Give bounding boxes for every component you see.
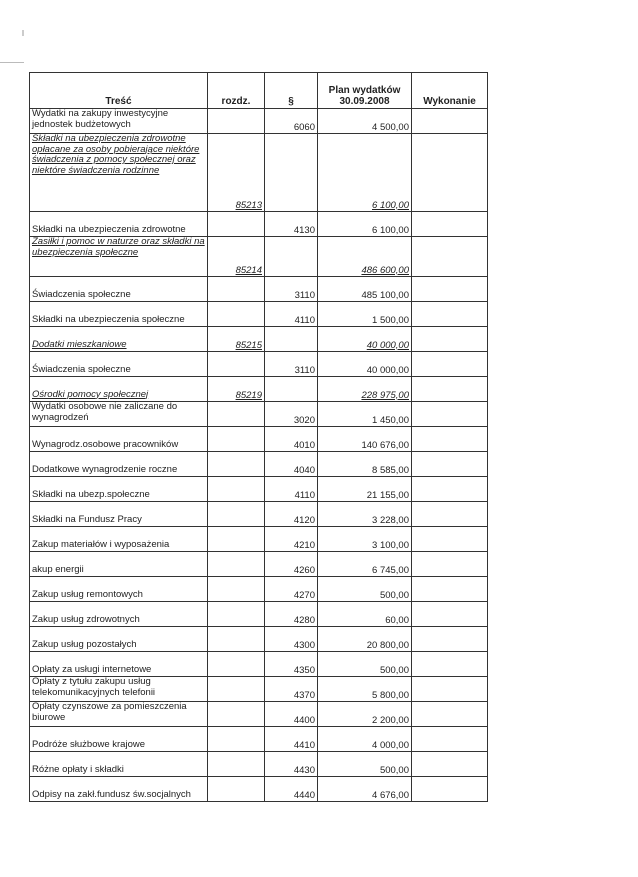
table-row <box>30 552 488 577</box>
cell-plan: 4 000,00 <box>318 727 412 752</box>
cell-paragraf: 4430 <box>265 752 318 777</box>
cell-plan: 3 100,00 <box>318 527 412 552</box>
cell-wykonanie <box>412 327 488 352</box>
cell-plan: 485 100,00 <box>318 277 412 302</box>
cell-rozdz: 85214 <box>208 237 265 277</box>
cell-rozdz <box>208 109 265 134</box>
cell-tresc: Opłaty za usługi internetowe <box>30 652 208 677</box>
cell-plan: 1 500,00 <box>318 302 412 327</box>
cell-tresc: Zasiłki i pomoc w naturze oraz składki na ubezpieczenia społeczne <box>30 237 208 277</box>
cell-plan: 40 000,00 <box>318 327 412 352</box>
section-row <box>30 237 488 277</box>
cell-rozdz <box>208 752 265 777</box>
table-row <box>30 427 488 452</box>
cell-wykonanie <box>412 402 488 427</box>
cell-wykonanie <box>412 427 488 452</box>
cell-wykonanie <box>412 527 488 552</box>
cell-tresc: Zakup usług zdrowotnych <box>30 602 208 627</box>
cell-tresc: Dodatki mieszkaniowe <box>30 327 208 352</box>
cell-tresc: Zakup usług remontowych <box>30 577 208 602</box>
table-row <box>30 277 488 302</box>
cell-tresc: akup energii <box>30 552 208 577</box>
header-tresc: Treść <box>30 73 208 109</box>
cell-paragraf <box>265 134 318 212</box>
cell-plan: 60,00 <box>318 602 412 627</box>
cell-plan: 4 676,00 <box>318 777 412 802</box>
table-row <box>30 402 488 427</box>
cell-wykonanie <box>412 627 488 652</box>
table-row <box>30 302 488 327</box>
cell-plan: 5 800,00 <box>318 677 412 702</box>
section-row <box>30 377 488 402</box>
cell-plan: 8 585,00 <box>318 452 412 477</box>
cell-plan: 500,00 <box>318 577 412 602</box>
cell-wykonanie <box>412 477 488 502</box>
cell-paragraf: 4280 <box>265 602 318 627</box>
cell-wykonanie <box>412 134 488 212</box>
cell-plan: 6 100,00 <box>318 212 412 237</box>
cell-tresc: Wydatki osobowe nie zaliczane do wynagrodzeń <box>30 402 208 427</box>
header-wykonanie: Wykonanie <box>412 73 488 109</box>
cell-plan: 4 500,00 <box>318 109 412 134</box>
cell-rozdz <box>208 427 265 452</box>
cell-rozdz <box>208 402 265 427</box>
table-row <box>30 577 488 602</box>
cell-plan: 2 200,00 <box>318 702 412 727</box>
cell-tresc: Składki na ubezpieczenia społeczne <box>30 302 208 327</box>
cell-rozdz: 85219 <box>208 377 265 402</box>
cell-rozdz <box>208 502 265 527</box>
table-row <box>30 677 488 702</box>
cell-paragraf: 4110 <box>265 302 318 327</box>
cell-rozdz <box>208 352 265 377</box>
cell-wykonanie <box>412 502 488 527</box>
table-row <box>30 752 488 777</box>
cell-wykonanie <box>412 109 488 134</box>
cell-wykonanie <box>412 212 488 237</box>
cell-rozdz <box>208 727 265 752</box>
cell-paragraf: 3020 <box>265 402 318 427</box>
cell-rozdz <box>208 277 265 302</box>
cell-wykonanie <box>412 577 488 602</box>
table-row <box>30 627 488 652</box>
cell-rozdz <box>208 777 265 802</box>
cell-paragraf: 4410 <box>265 727 318 752</box>
cell-paragraf: 4120 <box>265 502 318 527</box>
cell-paragraf: 4400 <box>265 702 318 727</box>
cell-paragraf: 4370 <box>265 677 318 702</box>
cell-paragraf: 3110 <box>265 352 318 377</box>
table-row <box>30 527 488 552</box>
cell-tresc: Różne opłaty i składki <box>30 752 208 777</box>
header-paragraf: § <box>265 73 318 109</box>
cell-rozdz <box>208 212 265 237</box>
cell-rozdz <box>208 477 265 502</box>
cell-wykonanie <box>412 777 488 802</box>
cell-paragraf: 4300 <box>265 627 318 652</box>
cell-tresc: Składki na Fundusz Pracy <box>30 502 208 527</box>
cell-rozdz <box>208 577 265 602</box>
cell-paragraf <box>265 377 318 402</box>
table-row <box>30 777 488 802</box>
scan-artifact <box>22 30 24 36</box>
cell-paragraf: 4350 <box>265 652 318 677</box>
cell-rozdz: 85213 <box>208 134 265 212</box>
cell-paragraf: 4270 <box>265 577 318 602</box>
cell-paragraf: 6060 <box>265 109 318 134</box>
cell-paragraf <box>265 237 318 277</box>
cell-rozdz <box>208 702 265 727</box>
table-row <box>30 452 488 477</box>
cell-rozdz <box>208 652 265 677</box>
cell-paragraf: 4440 <box>265 777 318 802</box>
cell-tresc: Wydatki na zakupy inwestycyjne jednostek budżetowych <box>30 109 208 134</box>
cell-rozdz <box>208 527 265 552</box>
cell-tresc: Podróże służbowe krajowe <box>30 727 208 752</box>
cell-tresc: Opłaty czynszowe za pomieszczenia biurowe <box>30 702 208 727</box>
cell-paragraf: 4010 <box>265 427 318 452</box>
cell-tresc: Dodatkowe wynagrodzenie roczne <box>30 452 208 477</box>
cell-rozdz <box>208 677 265 702</box>
cell-wykonanie <box>412 702 488 727</box>
cell-tresc: Wynagrodz.osobowe pracowników <box>30 427 208 452</box>
cell-plan: 228 975,00 <box>318 377 412 402</box>
cell-wykonanie <box>412 727 488 752</box>
cell-plan: 6 745,00 <box>318 552 412 577</box>
cell-wykonanie <box>412 602 488 627</box>
cell-tresc: Składki na ubezpieczenia zdrowotne opłacane za osoby pobierające niektóre świadczenia z pomocy społecznej oraz niektóre świadczenia rodzinne <box>30 134 208 212</box>
cell-wykonanie <box>412 452 488 477</box>
cell-plan: 500,00 <box>318 752 412 777</box>
table-row <box>30 212 488 237</box>
cell-tresc: Świadczenia społeczne <box>30 277 208 302</box>
cell-paragraf: 3110 <box>265 277 318 302</box>
table-row <box>30 602 488 627</box>
cell-paragraf <box>265 327 318 352</box>
cell-rozdz <box>208 452 265 477</box>
cell-tresc: Składki na ubezpieczenia zdrowotne <box>30 212 208 237</box>
table-row <box>30 652 488 677</box>
cell-tresc: Opłaty z tytułu zakupu usług telekomunikacyjnych telefonii <box>30 677 208 702</box>
cell-tresc: Zakup usług pozostałych <box>30 627 208 652</box>
cell-wykonanie <box>412 752 488 777</box>
cell-rozdz <box>208 302 265 327</box>
cell-rozdz <box>208 627 265 652</box>
cell-wykonanie <box>412 377 488 402</box>
cell-wykonanie <box>412 352 488 377</box>
cell-plan: 500,00 <box>318 652 412 677</box>
header-plan: Plan wydatków 30.09.2008 <box>318 73 412 109</box>
cell-plan: 140 676,00 <box>318 427 412 452</box>
table-row <box>30 352 488 377</box>
cell-plan: 6 100,00 <box>318 134 412 212</box>
table-row <box>30 477 488 502</box>
header-rozdz: rozdz. <box>208 73 265 109</box>
cell-rozdz: 85215 <box>208 327 265 352</box>
cell-plan: 20 800,00 <box>318 627 412 652</box>
cell-plan: 40 000,00 <box>318 352 412 377</box>
cell-plan: 3 228,00 <box>318 502 412 527</box>
cell-tresc: Świadczenia społeczne <box>30 352 208 377</box>
cell-paragraf: 4110 <box>265 477 318 502</box>
cell-paragraf: 4130 <box>265 212 318 237</box>
cell-paragraf: 4040 <box>265 452 318 477</box>
cell-paragraf: 4260 <box>265 552 318 577</box>
table-row <box>30 727 488 752</box>
cell-plan: 21 155,00 <box>318 477 412 502</box>
cell-paragraf: 4210 <box>265 527 318 552</box>
scan-artifact <box>0 62 24 73</box>
cell-plan: 486 600,00 <box>318 237 412 277</box>
cell-wykonanie <box>412 237 488 277</box>
cell-plan: 1 450,00 <box>318 402 412 427</box>
cell-rozdz <box>208 602 265 627</box>
cell-wykonanie <box>412 677 488 702</box>
table-body <box>30 109 488 802</box>
table-row <box>30 502 488 527</box>
header-row <box>30 73 488 109</box>
cell-tresc: Zakup materiałów i wyposażenia <box>30 527 208 552</box>
cell-wykonanie <box>412 277 488 302</box>
cell-tresc: Ośrodki pomocy społecznej <box>30 377 208 402</box>
table-row <box>30 109 488 134</box>
cell-wykonanie <box>412 302 488 327</box>
budget-table <box>29 72 488 802</box>
cell-wykonanie <box>412 652 488 677</box>
table-row <box>30 702 488 727</box>
cell-wykonanie <box>412 552 488 577</box>
section-row <box>30 134 488 212</box>
cell-rozdz <box>208 552 265 577</box>
section-row <box>30 327 488 352</box>
cell-tresc: Odpisy na zakł.fundusz św.socjalnych <box>30 777 208 802</box>
cell-tresc: Składki na ubezp.społeczne <box>30 477 208 502</box>
